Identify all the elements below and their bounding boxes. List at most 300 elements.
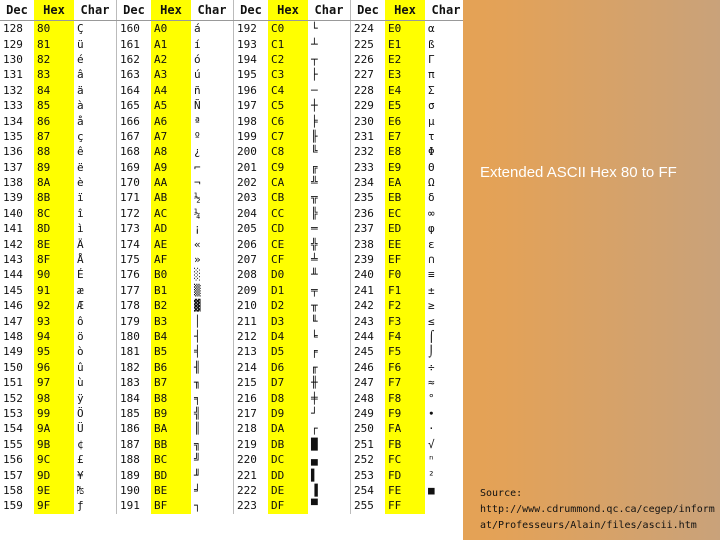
cell-hex: A9 <box>151 160 191 175</box>
column-header-hex: Hex <box>151 0 191 21</box>
cell-dec: 138 <box>3 176 23 190</box>
cell-hex: B8 <box>151 390 191 405</box>
cell-hex: F7 <box>385 375 425 390</box>
cell-hex: 9A <box>34 421 74 436</box>
cell-chr: ∩ <box>425 252 463 267</box>
table-row <box>0 83 463 98</box>
cell-chr: ≡ <box>425 267 463 282</box>
cell-chr: ╝ <box>191 452 234 467</box>
cell-hex: FB <box>385 437 425 452</box>
cell-chr: ß <box>425 36 463 51</box>
cell-dec: 217 <box>237 406 257 420</box>
cell-chr: ╒ <box>308 344 351 359</box>
cell-chr: Σ <box>425 83 463 98</box>
cell-chr: » <box>191 252 234 267</box>
cell-hex: E3 <box>385 67 425 82</box>
cell-dec: 234 <box>354 176 374 190</box>
table-row <box>0 236 463 251</box>
cell-chr: ª <box>191 113 234 128</box>
cell-hex: C4 <box>268 83 308 98</box>
cell-dec: 218 <box>237 422 257 436</box>
slide-title: Extended ASCII Hex 80 to FF <box>480 164 677 181</box>
cell-chr: ë <box>74 160 117 175</box>
cell-chr: ╜ <box>191 467 234 482</box>
cell-hex: AB <box>151 190 191 205</box>
table-row <box>0 283 463 298</box>
table-row <box>0 113 463 128</box>
cell-chr: ƒ <box>74 498 117 513</box>
source-url[interactable]: http://www.cdrummond.qc.ca/cegep/informat/Professeurs/Alain/files/ascii.htm <box>480 504 715 531</box>
cell-hex: C2 <box>268 52 308 67</box>
cell-chr: ê <box>74 144 117 159</box>
table-row <box>0 175 463 190</box>
cell-hex: B7 <box>151 375 191 390</box>
cell-dec: 167 <box>120 129 140 143</box>
cell-dec: 232 <box>354 145 374 159</box>
cell-hex: FA <box>385 421 425 436</box>
cell-dec: 168 <box>120 145 140 159</box>
column-header-dec: Dec <box>234 0 269 21</box>
cell-hex: C5 <box>268 98 308 113</box>
cell-hex: E4 <box>385 83 425 98</box>
cell-hex: F8 <box>385 390 425 405</box>
cell-hex: 9B <box>34 437 74 452</box>
cell-chr: ╥ <box>308 298 351 313</box>
cell-hex: F3 <box>385 313 425 328</box>
cell-chr: Ç <box>74 21 117 37</box>
cell-dec: 239 <box>354 253 374 267</box>
cell-chr: ç <box>74 129 117 144</box>
cell-dec: 213 <box>237 345 257 359</box>
cell-dec: 200 <box>237 145 257 159</box>
cell-hex: EB <box>385 190 425 205</box>
cell-hex: F0 <box>385 267 425 282</box>
cell-chr: ▐ <box>308 483 351 498</box>
cell-chr: ╟ <box>308 129 351 144</box>
cell-chr: « <box>191 236 234 251</box>
cell-hex: FF <box>385 498 425 513</box>
cell-hex: 9C <box>34 452 74 467</box>
cell-hex: 94 <box>34 329 74 344</box>
cell-hex: A3 <box>151 67 191 82</box>
cell-hex: BB <box>151 437 191 452</box>
cell-chr: ½ <box>191 190 234 205</box>
cell-chr: Ü <box>74 421 117 436</box>
cell-chr: ¥ <box>74 467 117 482</box>
cell-hex: 99 <box>34 406 74 421</box>
cell-dec: 195 <box>237 68 257 82</box>
cell-chr: ≥ <box>425 298 463 313</box>
cell-dec: 212 <box>237 330 257 343</box>
cell-chr: ⌠ <box>425 329 463 344</box>
cell-hex: DB <box>268 437 308 452</box>
table-row <box>0 467 463 482</box>
cell-chr: å <box>74 113 117 128</box>
cell-dec: 162 <box>120 52 140 66</box>
cell-chr: ┬ <box>308 52 351 67</box>
cell-chr: ∞ <box>425 206 463 221</box>
cell-hex: 87 <box>34 129 74 144</box>
cell-dec: 155 <box>3 437 23 451</box>
cell-chr: ╤ <box>308 283 351 298</box>
cell-dec: 159 <box>3 499 23 513</box>
cell-dec: 202 <box>237 176 257 190</box>
cell-hex: EF <box>385 252 425 267</box>
cell-hex: 97 <box>34 375 74 390</box>
cell-dec: 135 <box>3 129 23 143</box>
cell-chr: ó <box>191 52 234 67</box>
cell-dec: 242 <box>354 299 374 313</box>
cell-chr: ╚ <box>308 144 351 159</box>
cell-hex: D9 <box>268 406 308 421</box>
cell-chr: Φ <box>425 144 463 159</box>
cell-dec: 203 <box>237 191 257 205</box>
cell-dec: 185 <box>120 406 140 420</box>
cell-chr: │ <box>191 313 234 328</box>
cell-hex: D6 <box>268 360 308 375</box>
cell-dec: 224 <box>354 22 374 36</box>
cell-hex: 86 <box>34 113 74 128</box>
cell-chr: ¿ <box>191 144 234 159</box>
cell-hex: 81 <box>34 36 74 51</box>
cell-hex: 96 <box>34 360 74 375</box>
cell-chr: ¢ <box>74 437 117 452</box>
cell-hex: C6 <box>268 113 308 128</box>
cell-dec: 227 <box>354 68 374 82</box>
cell-hex: D8 <box>268 390 308 405</box>
cell-dec: 223 <box>237 499 257 513</box>
cell-hex: 8D <box>34 221 74 236</box>
cell-dec: 210 <box>237 299 257 313</box>
cell-hex: DF <box>268 498 308 513</box>
cell-dec: 181 <box>120 345 140 359</box>
cell-dec: 169 <box>120 160 140 174</box>
cell-hex: A5 <box>151 98 191 113</box>
cell-dec: 199 <box>237 129 257 143</box>
cell-hex: A0 <box>151 21 191 37</box>
cell-hex: F2 <box>385 298 425 313</box>
table-row <box>0 406 463 421</box>
cell-dec: 154 <box>3 422 23 436</box>
table-row <box>0 160 463 175</box>
cell-dec: 158 <box>3 483 23 497</box>
cell-dec: 235 <box>354 191 374 205</box>
cell-hex: FD <box>385 467 425 482</box>
cell-hex: E1 <box>385 36 425 51</box>
column-header-dec: Dec <box>351 0 386 21</box>
cell-chr: ┘ <box>308 406 351 421</box>
cell-dec: 142 <box>3 237 23 251</box>
cell-dec: 153 <box>3 406 23 420</box>
cell-hex: BE <box>151 483 191 498</box>
cell-hex: D3 <box>268 313 308 328</box>
table-row <box>0 360 463 375</box>
cell-chr: ä <box>74 83 117 98</box>
cell-dec: 190 <box>120 483 140 497</box>
cell-chr: · <box>425 421 463 436</box>
cell-chr: ε <box>425 236 463 251</box>
cell-dec: 219 <box>237 437 257 451</box>
table-row <box>0 375 463 390</box>
cell-hex: B1 <box>151 283 191 298</box>
cell-chr: Ä <box>74 236 117 251</box>
cell-dec: 188 <box>120 453 140 467</box>
cell-chr: ┴ <box>308 36 351 51</box>
cell-hex: A7 <box>151 129 191 144</box>
table-row <box>0 144 463 159</box>
cell-chr: æ <box>74 283 117 298</box>
cell-dec: 255 <box>354 499 374 513</box>
cell-hex: 8C <box>34 206 74 221</box>
cell-hex: 8B <box>34 190 74 205</box>
cell-chr: ┤ <box>191 329 234 344</box>
table-row <box>0 98 463 113</box>
cell-chr: É <box>74 267 117 282</box>
cell-dec: 186 <box>120 422 140 436</box>
cell-chr: ╫ <box>308 375 351 390</box>
cell-hex: DE <box>268 483 308 498</box>
cell-dec: 177 <box>120 283 140 297</box>
cell-hex: DD <box>268 467 308 482</box>
table-row <box>0 206 463 221</box>
cell-dec: 231 <box>354 129 374 143</box>
cell-dec: 220 <box>237 453 257 467</box>
cell-chr: ∙ <box>425 406 463 421</box>
cell-hex: A2 <box>151 52 191 67</box>
cell-chr: ú <box>191 67 234 82</box>
cell-dec: 131 <box>3 68 23 82</box>
cell-dec: 229 <box>354 99 374 113</box>
cell-chr: à <box>74 98 117 113</box>
cell-chr: ┼ <box>308 98 351 113</box>
cell-hex: B6 <box>151 360 191 375</box>
cell-hex: E5 <box>385 98 425 113</box>
cell-chr: σ <box>425 98 463 113</box>
table-row <box>0 36 463 51</box>
cell-dec: 192 <box>237 22 257 36</box>
cell-chr: Θ <box>425 160 463 175</box>
table-row <box>0 498 463 513</box>
cell-dec: 249 <box>354 406 374 420</box>
cell-chr: └ <box>308 21 351 37</box>
cell-hex: D7 <box>268 375 308 390</box>
cell-chr: ╕ <box>191 390 234 405</box>
table-row <box>0 483 463 498</box>
cell-hex: AE <box>151 236 191 251</box>
cell-hex: 92 <box>34 298 74 313</box>
cell-dec: 140 <box>3 206 23 220</box>
cell-chr: Æ <box>74 298 117 313</box>
cell-dec: 132 <box>3 83 23 97</box>
table-row <box>0 344 463 359</box>
cell-hex: EC <box>385 206 425 221</box>
column-header-hex: Hex <box>385 0 425 21</box>
table-row <box>0 437 463 452</box>
table-row <box>0 267 463 282</box>
cell-hex: CE <box>268 236 308 251</box>
cell-dec: 241 <box>354 283 374 297</box>
cell-dec: 180 <box>120 330 140 343</box>
cell-chr: â <box>74 67 117 82</box>
cell-dec: 205 <box>237 222 257 236</box>
cell-dec: 137 <box>3 160 23 174</box>
cell-dec: 145 <box>3 283 23 297</box>
cell-dec: 152 <box>3 391 23 405</box>
cell-hex: FE <box>385 483 425 498</box>
cell-dec: 253 <box>354 468 374 482</box>
cell-hex: BC <box>151 452 191 467</box>
cell-chr: ▄ <box>308 452 351 467</box>
cell-chr: ⌡ <box>425 344 463 359</box>
cell-hex: B9 <box>151 406 191 421</box>
cell-hex: A1 <box>151 36 191 51</box>
cell-dec: 222 <box>237 483 257 497</box>
cell-chr: ▒ <box>191 283 234 298</box>
cell-dec: 254 <box>354 483 374 497</box>
cell-dec: 170 <box>120 176 140 190</box>
cell-chr: ² <box>425 467 463 482</box>
cell-chr: ╢ <box>191 360 234 375</box>
cell-chr: ╓ <box>308 360 351 375</box>
column-header-hex: Hex <box>268 0 308 21</box>
table-row <box>0 313 463 328</box>
cell-chr: α <box>425 21 463 37</box>
table-row <box>0 329 463 344</box>
cell-hex: B3 <box>151 313 191 328</box>
table-row <box>0 421 463 436</box>
cell-chr: û <box>74 360 117 375</box>
cell-dec: 175 <box>120 253 140 267</box>
cell-chr: ┌ <box>308 421 351 436</box>
cell-hex: A8 <box>151 144 191 159</box>
cell-dec: 134 <box>3 114 23 128</box>
cell-hex: F6 <box>385 360 425 375</box>
cell-dec: 207 <box>237 253 257 267</box>
table-row <box>0 252 463 267</box>
cell-hex: C1 <box>268 36 308 51</box>
cell-dec: 208 <box>237 268 257 282</box>
cell-chr: ¼ <box>191 206 234 221</box>
cell-dec: 228 <box>354 83 374 97</box>
cell-dec: 128 <box>3 22 23 36</box>
cell-hex: D2 <box>268 298 308 313</box>
cell-hex: 9F <box>34 498 74 513</box>
cell-dec: 151 <box>3 376 23 390</box>
table-row <box>0 67 463 82</box>
cell-hex: ED <box>385 221 425 236</box>
cell-hex: F9 <box>385 406 425 421</box>
cell-dec: 164 <box>120 83 140 97</box>
cell-dec: 178 <box>120 299 140 313</box>
cell-dec: 194 <box>237 52 257 66</box>
cell-dec: 237 <box>354 222 374 236</box>
cell-hex: E6 <box>385 113 425 128</box>
cell-dec: 193 <box>237 37 257 51</box>
cell-hex: B2 <box>151 298 191 313</box>
cell-chr: ò <box>74 344 117 359</box>
cell-hex: 89 <box>34 160 74 175</box>
cell-dec: 156 <box>3 453 23 467</box>
cell-hex: CC <box>268 206 308 221</box>
cell-hex: 88 <box>34 144 74 159</box>
cell-hex: 9E <box>34 483 74 498</box>
source-citation <box>480 486 716 534</box>
source-label: Source: <box>480 488 523 499</box>
cell-hex: 83 <box>34 67 74 82</box>
cell-dec: 130 <box>3 52 23 66</box>
cell-hex: C0 <box>268 21 308 37</box>
cell-chr: ì <box>74 221 117 236</box>
cell-chr: ╙ <box>308 313 351 328</box>
cell-hex: 9D <box>34 467 74 482</box>
cell-hex: CB <box>268 190 308 205</box>
cell-hex: 85 <box>34 98 74 113</box>
cell-chr: ÿ <box>74 390 117 405</box>
cell-hex: D0 <box>268 267 308 282</box>
cell-hex: E8 <box>385 144 425 159</box>
cell-dec: 129 <box>3 37 23 51</box>
cell-chr: î <box>74 206 117 221</box>
cell-chr: ° <box>425 390 463 405</box>
column-header-dec: Dec <box>117 0 152 21</box>
cell-hex: C9 <box>268 160 308 175</box>
cell-chr: ï <box>74 190 117 205</box>
cell-chr: ╛ <box>191 483 234 498</box>
cell-chr: ─ <box>308 83 351 98</box>
cell-dec: 240 <box>354 268 374 282</box>
cell-chr: £ <box>74 452 117 467</box>
cell-chr: ü <box>74 36 117 51</box>
cell-chr: ╠ <box>308 206 351 221</box>
column-header-char: Char <box>425 0 463 21</box>
cell-dec: 225 <box>354 37 374 51</box>
cell-hex: E0 <box>385 21 425 37</box>
cell-dec: 251 <box>354 437 374 451</box>
cell-hex: E9 <box>385 160 425 175</box>
cell-chr: █ <box>308 437 351 452</box>
cell-dec: 184 <box>120 391 140 405</box>
cell-chr: ⁿ <box>425 452 463 467</box>
cell-hex: AA <box>151 175 191 190</box>
cell-hex: 93 <box>34 313 74 328</box>
cell-chr: ┐ <box>191 498 234 513</box>
cell-dec: 238 <box>354 237 374 251</box>
cell-dec: 146 <box>3 299 23 313</box>
cell-hex: 91 <box>34 283 74 298</box>
cell-dec: 136 <box>3 145 23 159</box>
cell-hex: AF <box>151 252 191 267</box>
cell-chr: ░ <box>191 267 234 282</box>
cell-hex: 8F <box>34 252 74 267</box>
cell-chr: ═ <box>308 221 351 236</box>
cell-chr: ⌐ <box>191 160 234 175</box>
cell-hex: CA <box>268 175 308 190</box>
cell-dec: 248 <box>354 391 374 405</box>
cell-dec: 174 <box>120 237 140 251</box>
cell-dec: 133 <box>3 99 23 113</box>
cell-chr: é <box>74 52 117 67</box>
cell-chr: µ <box>425 113 463 128</box>
cell-dec: 215 <box>237 376 257 390</box>
cell-dec: 230 <box>354 114 374 128</box>
column-header-dec: Dec <box>0 0 34 21</box>
cell-chr: ö <box>74 329 117 344</box>
cell-chr: δ <box>425 190 463 205</box>
cell-dec: 172 <box>120 206 140 220</box>
cell-dec: 252 <box>354 453 374 467</box>
cell-chr: √ <box>425 437 463 452</box>
cell-chr: ≈ <box>425 375 463 390</box>
